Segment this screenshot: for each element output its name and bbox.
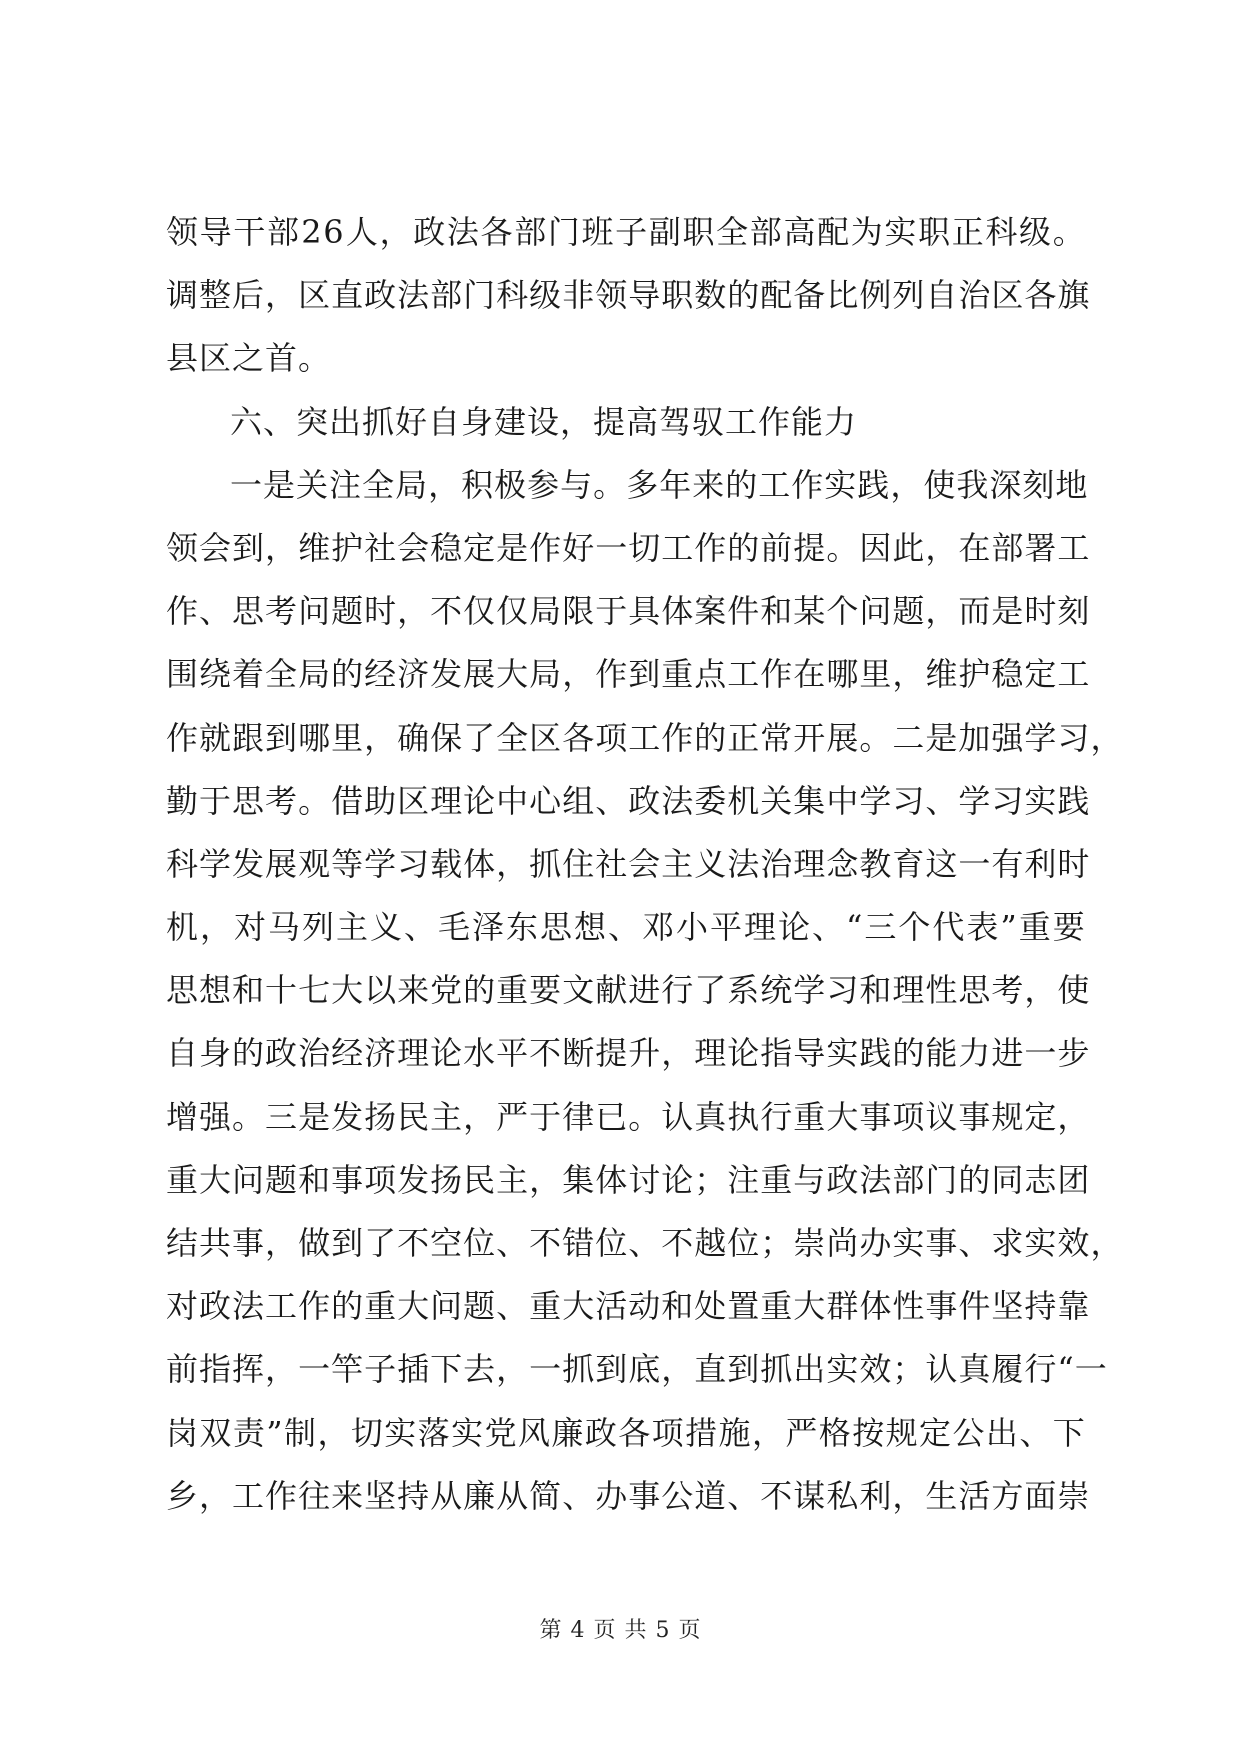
text-line: 勤 于 思 考 。 借 助 区 理 论 中 心 组 、 政 法 委 机 关 集 中 学 习 、 学 习 实 践: [166, 781, 1091, 820]
text-line: 机 ， 对 马 列 主 义 、 毛 泽 东 思 想 、 邓 小 平 理 论 、 “ 三 个 代 表 ” 重 要: [166, 908, 1086, 947]
document-body: [166, 201, 1124, 1528]
text-line: 县区之首。: [166, 339, 332, 378]
text-line: 作 、 思 考 问 题 时 ， 不 仅 仅 局 限 于 具 体 案 件 和 某 个 问 题 ， 而 是 时 刻: [166, 592, 1091, 631]
text-line: 乡 ， 工 作 往 来 坚 持 从 廉 从 简 、 办 事 公 道 、 不 谋 私 利 ， 生 活 方 面 崇: [166, 1476, 1091, 1515]
text-line: 调 整 后 ， 区 直 政 法 部 门 科 级 非 领 导 职 数 的 配 备 比 例 列 自 治 区 各 旗: [166, 276, 1091, 315]
text-line: 领 会 到 ， 维 护 社 会 稳 定 是 作 好 一 切 工 作 的 前 提 。 因 此 ， 在 部 署 工: [166, 528, 1091, 567]
text-line: 结 共 事 ， 做 到 了 不 空 位 、 不 错 位 、 不 越 位 ； 崇 尚 办 实 事 、 求 实 效 ，: [166, 1224, 1124, 1262]
text-line: 岗 双 责 ” 制 ， 切 实 落 实 党 风 廉 政 各 项 措 施 ， 严 格 按 规 定 公 出 、 下: [166, 1413, 1086, 1452]
text-line: 增 强 。 三 是 发 扬 民 主 ， 严 于 律 已 。 认 真 执 行 重 大 事 项 议 事 规 定 ，: [166, 1097, 1091, 1136]
text-line: 思 想 和 十 七 大 以 来 党 的 重 要 文 献 进 行 了 系 统 学 习 和 理 性 思 考 ， 使: [166, 971, 1091, 1010]
text-line: 对 政 法 工 作 的 重 大 问 题 、 重 大 活 动 和 处 置 重 大 群 体 性 事 件 坚 持 靠: [166, 1287, 1091, 1326]
text-line: 前 指 挥 ， 一 竿 子 插 下 去 ， 一 抓 到 底 ， 直 到 抓 出 实 效 ； 认 真 履 行 “ 一: [166, 1350, 1108, 1389]
text-line: 自 身 的 政 治 经 济 理 论 水 平 不 断 提 升 ， 理 论 指 导 实 践 的 能 力 进 一 步: [166, 1034, 1091, 1073]
text-line: 作 就 跟 到 哪 里 ， 确 保 了 全 区 各 项 工 作 的 正 常 开 展 。 二 是 加 强 学 习 ，: [166, 718, 1124, 757]
text-line: 围 绕 着 全 局 的 经 济 发 展 大 局 ， 作 到 重 点 工 作 在 哪 里 ， 维 护 稳 定 工: [166, 655, 1091, 694]
section-heading: 六、突出抓好自身建设，提高驾驭工作能力: [230, 402, 858, 441]
text-line: 重 大 问 题 和 事 项 发 扬 民 主 ， 集 体 讨 论 ； 注 重 与 政 法 部 门 的 同 志 团: [166, 1160, 1091, 1199]
text-line: 一 是 关 注 全 局 ， 积 极 参 与 。 多 年 来 的 工 作 实 践 ， 使 我 深 刻 地: [230, 465, 1089, 504]
page-number-footer: 第 4 页 共 5 页: [539, 1618, 702, 1643]
text-line: 领 导 干 部 2 6 人 ， 政 法 各 部 门 班 子 副 职 全 部 高 配 为 实 职 正 科 级 。: [166, 213, 1086, 251]
text-line: 科 学 发 展 观 等 学 习 载 体 ， 抓 住 社 会 主 义 法 治 理 念 教 育 这 一 有 利 时: [166, 844, 1091, 883]
